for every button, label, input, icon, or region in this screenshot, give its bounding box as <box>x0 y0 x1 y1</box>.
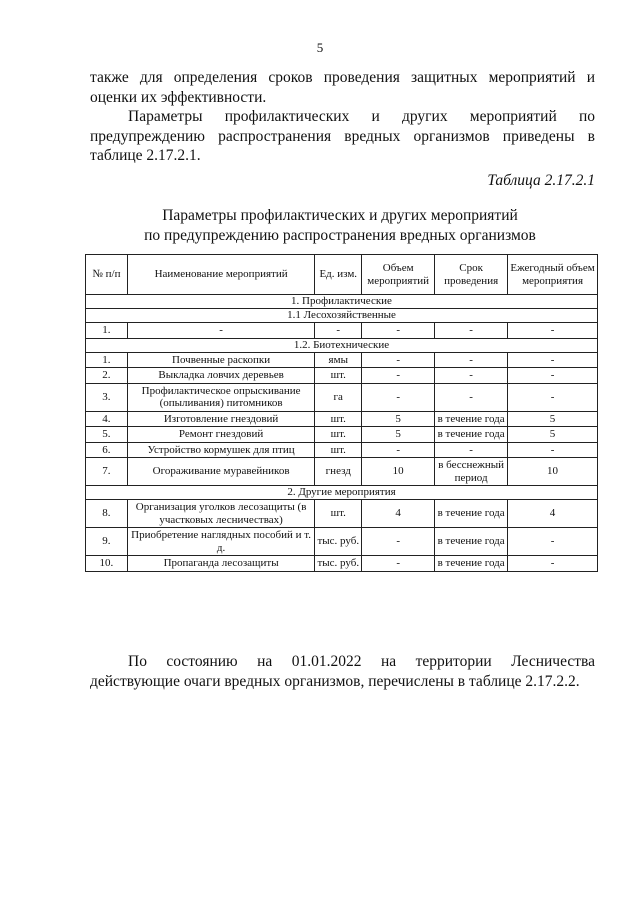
cell-annual: - <box>508 528 598 556</box>
table-row <box>86 368 598 384</box>
cell-num: 3. <box>86 383 128 411</box>
cell-volume: 10 <box>362 458 435 486</box>
cell-term: - <box>435 442 508 458</box>
cell-annual: - <box>508 556 598 572</box>
table-row <box>86 500 598 528</box>
header-annual: Ежегодный объем мероприятия <box>508 255 598 295</box>
header-num: № п/п <box>86 255 128 295</box>
cell-term: - <box>435 323 508 339</box>
table-row <box>86 528 598 556</box>
table-row <box>86 442 598 458</box>
cell-unit: тыс. руб. <box>315 556 362 572</box>
cell-num: 6. <box>86 442 128 458</box>
cell-name: - <box>127 323 314 339</box>
measures-table <box>85 254 598 572</box>
section-label: 1. Профилактические <box>86 295 598 309</box>
cell-annual: - <box>508 383 598 411</box>
table-title-line-2: по предупреждению распространения вредных организмов <box>144 227 536 244</box>
cell-term: в течение года <box>435 556 508 572</box>
cell-volume: - <box>362 442 435 458</box>
cell-num: 1. <box>86 323 128 339</box>
cell-unit: ямы <box>315 352 362 368</box>
cell-num: 1. <box>86 352 128 368</box>
section-label: 2. Другие мероприятия <box>86 486 598 500</box>
cell-unit: шт. <box>315 411 362 427</box>
intro-paragraph <box>90 68 595 166</box>
cell-volume: - <box>362 556 435 572</box>
table-header-row <box>86 255 598 295</box>
table-row <box>86 323 598 339</box>
cell-volume: 4 <box>362 500 435 528</box>
cell-term: - <box>435 352 508 368</box>
table-title <box>0 206 640 246</box>
section-label: 1.2. Биотехнические <box>86 338 598 352</box>
table-row <box>86 427 598 443</box>
cell-annual: 5 <box>508 427 598 443</box>
cell-term: - <box>435 368 508 384</box>
cell-term: в бесснежный период <box>435 458 508 486</box>
section-row <box>86 486 598 500</box>
header-unit: Ед. изм. <box>315 255 362 295</box>
cell-name: Устройство кормушек для птиц <box>127 442 314 458</box>
cell-term: в течение года <box>435 427 508 443</box>
header-name: Наименование мероприятий <box>127 255 314 295</box>
table-row <box>86 383 598 411</box>
cell-term: в течение года <box>435 528 508 556</box>
cell-annual: - <box>508 323 598 339</box>
page-number: 5 <box>316 40 324 55</box>
cell-annual: 10 <box>508 458 598 486</box>
table-label: Таблица 2.17.2.1 <box>487 172 595 189</box>
section-row <box>86 338 598 352</box>
section-row <box>86 309 598 323</box>
cell-unit: шт. <box>315 427 362 443</box>
table-row <box>86 458 598 486</box>
cell-name: Пропаганда лесозащиты <box>127 556 314 572</box>
cell-volume: 5 <box>362 411 435 427</box>
cell-volume: 5 <box>362 427 435 443</box>
cell-name: Огораживание муравейников <box>127 458 314 486</box>
cell-unit: гнезд <box>315 458 362 486</box>
cell-volume: - <box>362 383 435 411</box>
cell-unit: шт. <box>315 368 362 384</box>
closing-paragraph: По состоянию на 01.01.2022 на территории Лесничества действующие очаги вредных организмов, перечислены в таблице 2.17.2.2. <box>90 653 595 690</box>
cell-num: 8. <box>86 500 128 528</box>
intro-line-1: также для определения сроков проведения защитных мероприятий и оценки их эффективности. <box>90 69 595 106</box>
cell-annual: - <box>508 368 598 384</box>
cell-annual: - <box>508 352 598 368</box>
header-term: Срок проведения <box>435 255 508 295</box>
cell-name: Приобретение наглядных пособий и т. д. <box>127 528 314 556</box>
table-title-line-1: Параметры профилактических и других мероприятий <box>162 207 518 224</box>
cell-annual: 4 <box>508 500 598 528</box>
cell-volume: - <box>362 323 435 339</box>
cell-num: 4. <box>86 411 128 427</box>
cell-unit: шт. <box>315 442 362 458</box>
cell-num: 10. <box>86 556 128 572</box>
intro-line-2: Параметры профилактических и других мероприятий по предупреждению распространения вредных организмов приведены в таблице 2.17.2.1. <box>90 108 595 164</box>
cell-volume: - <box>362 368 435 384</box>
cell-num: 5. <box>86 427 128 443</box>
cell-name: Выкладка ловчих деревьев <box>127 368 314 384</box>
cell-name: Почвенные раскопки <box>127 352 314 368</box>
cell-annual: - <box>508 442 598 458</box>
cell-name: Профилактическое опрыскивание (опыливания) питомников <box>127 383 314 411</box>
cell-num: 9. <box>86 528 128 556</box>
table-row <box>86 556 598 572</box>
cell-unit: га <box>315 383 362 411</box>
cell-term: в течение года <box>435 411 508 427</box>
cell-name: Ремонт гнездовий <box>127 427 314 443</box>
section-label: 1.1 Лесохозяйственные <box>86 309 598 323</box>
cell-unit: тыс. руб. <box>315 528 362 556</box>
cell-volume: - <box>362 352 435 368</box>
cell-unit: - <box>315 323 362 339</box>
cell-num: 7. <box>86 458 128 486</box>
header-volume: Объем мероприятий <box>362 255 435 295</box>
cell-name: Изготовление гнездовий <box>127 411 314 427</box>
cell-name: Организация уголков лесозащиты (в участковых лесничествах) <box>127 500 314 528</box>
section-row <box>86 295 598 309</box>
table-row <box>86 352 598 368</box>
cell-unit: шт. <box>315 500 362 528</box>
cell-term: в течение года <box>435 500 508 528</box>
cell-term: - <box>435 383 508 411</box>
table-row <box>86 411 598 427</box>
cell-num: 2. <box>86 368 128 384</box>
cell-volume: - <box>362 528 435 556</box>
cell-annual: 5 <box>508 411 598 427</box>
